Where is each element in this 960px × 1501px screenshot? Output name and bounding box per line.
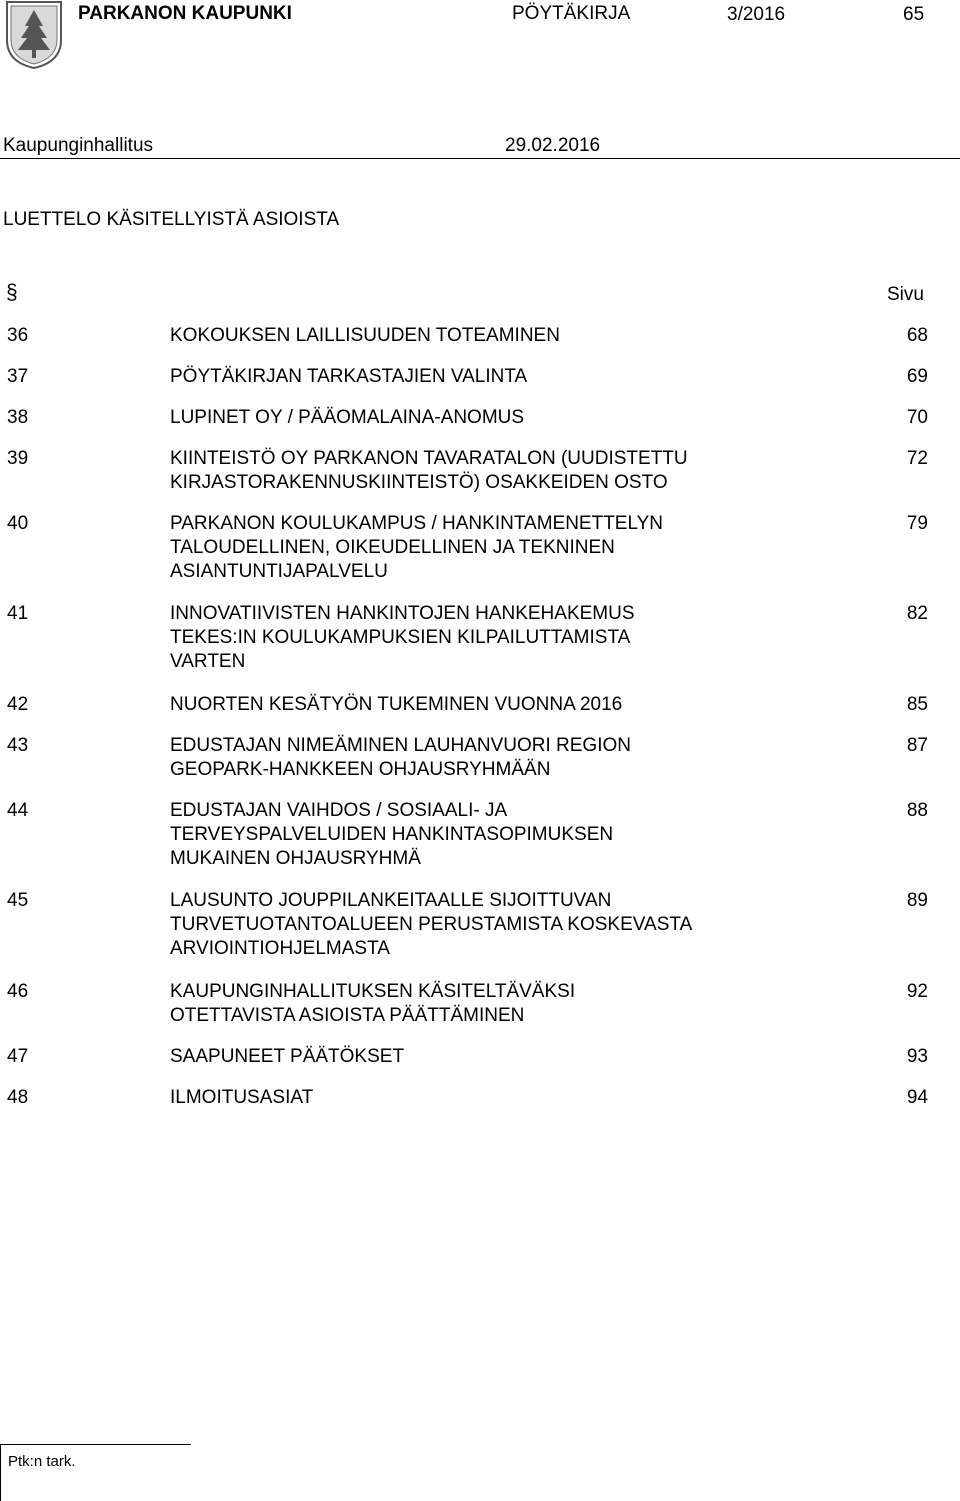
item-page: 82 — [906, 603, 928, 624]
item-page: 85 — [906, 694, 928, 715]
item-title: LAUSUNTO JOUPPILANKEITAALLE SIJOITTUVAN TURVETUOTANTOALUEEN PERUSTAMISTA KOSKEVASTA ARVIOINTIOHJELMASTA — [170, 890, 693, 959]
page-column-header: Sivu — [887, 284, 924, 305]
item-title: INNOVATIIVISTEN HANKINTOJEN HANKEHAKEMUS TEKES:IN KOULUKAMPUKSIEN KILPAILUTTAMISTA VARTEN — [170, 603, 635, 672]
item-page: 79 — [906, 513, 928, 534]
item-number: 41 — [7, 603, 29, 624]
footer-rule — [0, 1444, 191, 1445]
issue-number: 3/2016 — [727, 4, 786, 25]
item-title: EDUSTAJAN NIMEÄMINEN LAUHANVUORI REGION GEOPARK-HANKKEEN OHJAUSRYHMÄÄN — [170, 735, 631, 780]
organization-name: PARKANON KAUPUNKI — [78, 3, 292, 24]
item-title: PARKANON KOULUKAMPUS / HANKINTAMENETTELYN TALOUDELLINEN, OIKEUDELLINEN JA TEKNINEN ASIANTUNTIJAPALVELU — [170, 513, 664, 582]
item-page: 88 — [906, 800, 928, 821]
item-page: 69 — [906, 366, 928, 387]
item-page: 94 — [906, 1087, 928, 1108]
document-type: PÖYTÄKIRJA — [512, 3, 631, 24]
item-page: 89 — [906, 890, 928, 911]
item-page: 92 — [906, 981, 928, 1002]
item-number: 37 — [7, 366, 29, 387]
item-number: 48 — [7, 1087, 29, 1108]
item-title: SAAPUNEET PÄÄTÖKSET — [170, 1046, 405, 1067]
footer-box-edge — [0, 1444, 1, 1501]
item-page: 68 — [906, 325, 928, 346]
page-number: 65 — [903, 4, 925, 25]
item-title: KIINTEISTÖ OY PARKANON TAVARATALON (UUDISTETTU KIRJASTORAKENNUSKIINTEISTÖ) OSAKKEIDEN OSTO — [170, 448, 688, 493]
item-page: 70 — [906, 407, 928, 428]
meeting-date: 29.02.2016 — [505, 135, 601, 156]
governing-body: Kaupunginhallitus — [3, 135, 154, 156]
item-number: 36 — [7, 325, 29, 346]
item-title: KAUPUNGINHALLITUKSEN KÄSITELTÄVÄKSI OTETTAVISTA ASIOISTA PÄÄTTÄMINEN — [170, 981, 576, 1026]
item-number: 47 — [7, 1046, 29, 1067]
item-title: KOKOUKSEN LAILLISUUDEN TOTEAMINEN — [170, 325, 560, 346]
item-title: NUORTEN KESÄTYÖN TUKEMINEN VUONNA 2016 — [170, 694, 623, 715]
item-title: PÖYTÄKIRJAN TARKASTAJIEN VALINTA — [170, 366, 528, 387]
coat-of-arms-icon — [5, 0, 63, 70]
item-title: EDUSTAJAN VAIHDOS / SOSIAALI- JA TERVEYSPALVELUIDEN HANKINTASOPIMUKSEN MUKAINEN OHJAUSRYHMÄ — [170, 800, 614, 869]
item-number: 40 — [7, 513, 29, 534]
item-number: 39 — [7, 448, 29, 469]
item-number: 42 — [7, 694, 29, 715]
item-number: 44 — [7, 800, 29, 821]
item-page: 87 — [906, 735, 928, 756]
item-number: 45 — [7, 890, 29, 911]
item-title: LUPINET OY / PÄÄOMALAINA-ANOMUS — [170, 407, 525, 428]
item-title: ILMOITUSASIAT — [170, 1087, 314, 1108]
item-page: 93 — [906, 1046, 928, 1067]
item-number: 38 — [7, 407, 29, 428]
item-number: 43 — [7, 735, 29, 756]
item-page: 72 — [906, 448, 928, 469]
item-number: 46 — [7, 981, 29, 1002]
header-divider — [0, 158, 960, 159]
section-symbol: § — [6, 281, 18, 304]
list-title: LUETTELO KÄSITELLYISTÄ ASIOISTA — [3, 209, 340, 230]
minutes-checker-label: Ptk:n tark. — [8, 1453, 76, 1470]
